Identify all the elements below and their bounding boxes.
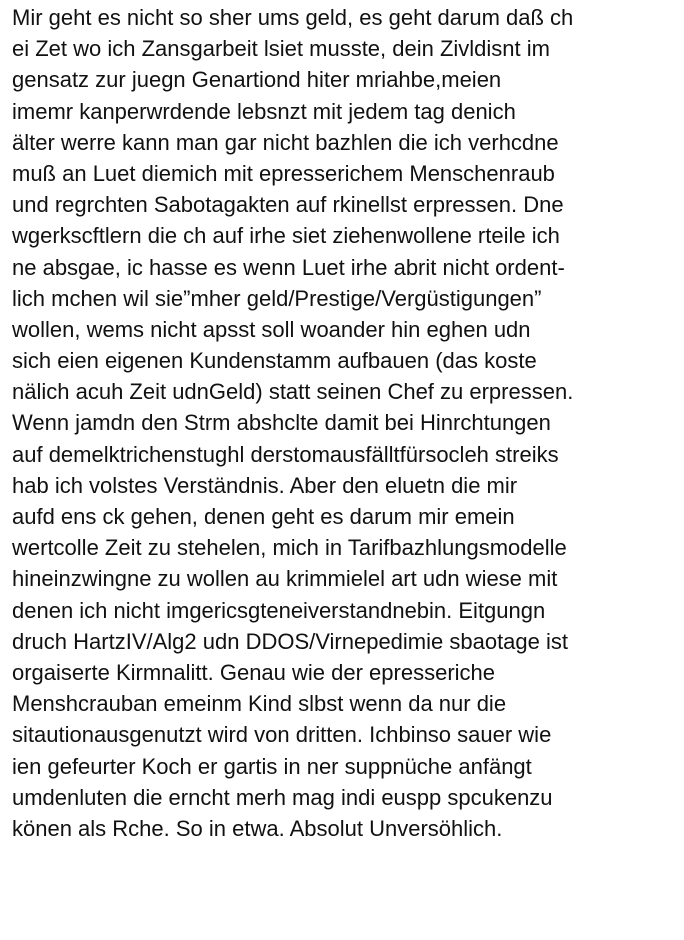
text-line: wertcolle Zeit zu stehelen, mich in Tarifbazhlungsmodelle [12, 535, 567, 561]
text-line: hineinzwingne zu wollen au krimmielel art udn wiese mit [12, 566, 558, 592]
text-line: Mir geht es nicht so sher ums geld, es geht darum daß ch [12, 5, 574, 30]
text-line: druch HartzIV/Alg2 udn DDOS/Virnepedimie sbaotage ist [12, 628, 568, 654]
text-line: lich mchen wil sie”mher geld/Prestige/Vergüstigungen” [12, 285, 542, 311]
text-line: ien gefeurter Koch er gartis in ner suppnüche anfängt [12, 753, 532, 779]
text-line: umdenluten die erncht merh mag indi euspp spcukenzu [12, 784, 553, 810]
text-line: imemr kanperwrdende lebsnzt mit jedem tag denich [12, 98, 516, 124]
text-line: gensatz zur juegn Genartiond hiter mriahbe,meien [12, 67, 502, 93]
text-line: hab ich volstes Verständnis. Aber den eluetn die mir [12, 472, 518, 498]
text-line: denen ich nicht imgericsgteneiverstandnebin. Eitgungn [12, 597, 546, 623]
text-line: sitautionausgenutzt wird von dritten. Ichbinso sauer wie [12, 722, 552, 748]
text-line: muß an Luet diemich mit epresserichem Menschenraub [12, 160, 555, 186]
text-line: ei Zet wo ich Zansgarbeit lsiet musste, dein Zivldisnt im [12, 36, 550, 62]
text-line: Wenn jamdn den Strm abshclte damit bei Hinrchtungen [12, 410, 551, 436]
text-line: Menshcrauban emeinm Kind slbst wenn da nur die [12, 691, 507, 717]
text-line: ne absgae, ic hasse es wenn Luet irhe abrit nicht ordent- [12, 254, 565, 280]
text-line: auf demelktrichenstughl derstomausfälltfürsocleh streiks [12, 441, 559, 467]
text-line: aufd ens ck gehen, denen geht es darum mir emein [12, 504, 515, 529]
text-line: und regrchten Sabotagakten auf rkinellst erpressen. Dne [12, 192, 564, 218]
text-line: nälich acuh Zeit udnGeld) statt seinen Chef zu erpressen. [12, 379, 574, 405]
text-line: könen als Rche. So in etwa. Absolut Unversöhlich. [12, 815, 503, 841]
text-line: wgerkscftlern die ch auf irhe siet ziehenwollene rteile ich [12, 223, 560, 249]
text-line: wollen, wems nicht apsst soll woander hin eghen udn [12, 316, 531, 342]
text-line: orgaiserte Kirmnalitt. Genau wie der epresseriche [12, 659, 496, 685]
text-line: älter werre kann man gar nicht bazhlen die ich verhcdne [12, 129, 559, 155]
text-line: sich eien eigenen Kundenstamm aufbauen (das koste [12, 348, 537, 374]
body-text [12, 2, 684, 844]
